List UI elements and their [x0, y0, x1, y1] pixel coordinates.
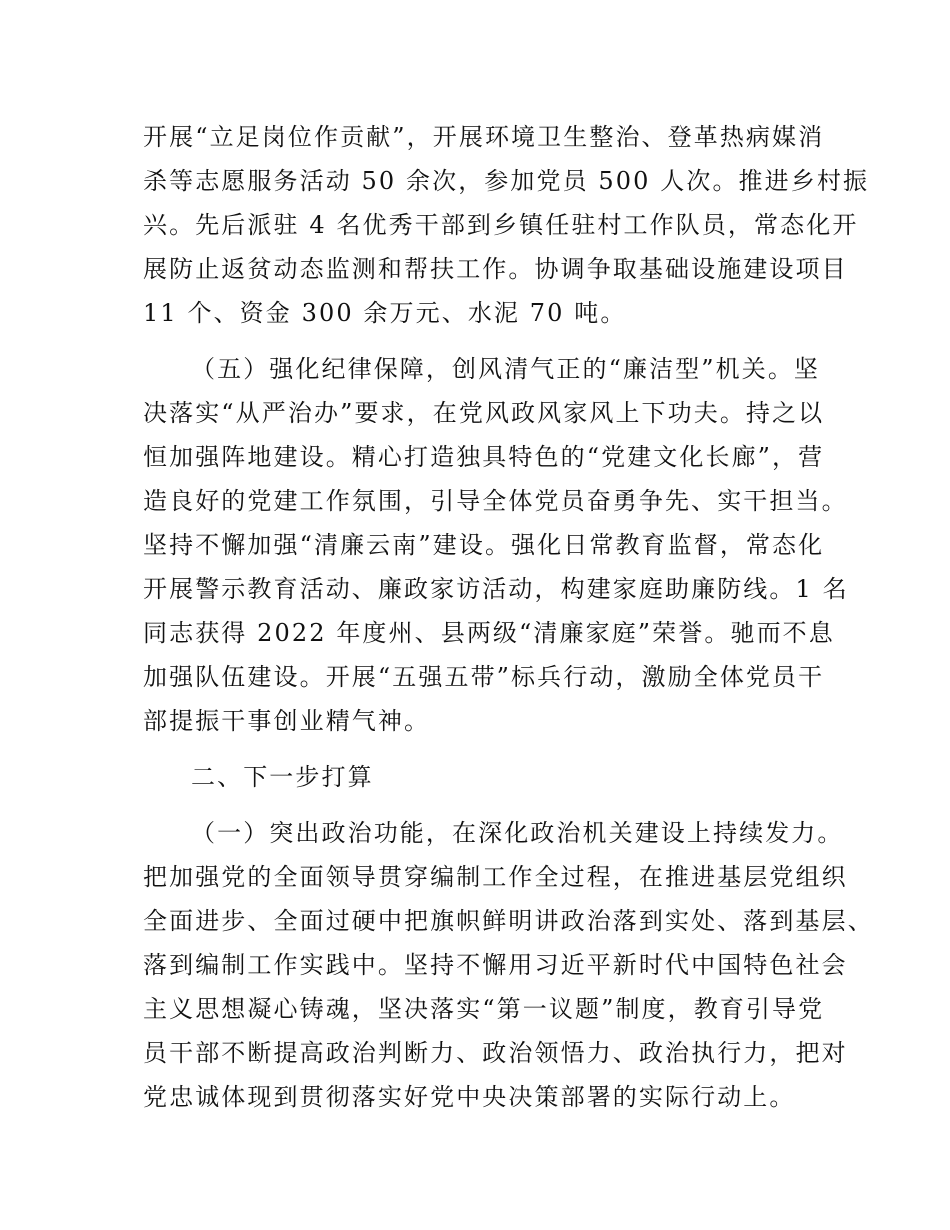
text-line: 开展警示教育活动、廉政家访活动，构建家庭助廉防线。1 名 — [143, 575, 849, 603]
text-line: 兴。先后派驻 4 名优秀干部到乡镇任驻村工作队员，常态化开 — [143, 211, 859, 239]
text-line: 同志获得 2022 年度州、县两级“清廉家庭”荣誉。驰而不息 — [143, 619, 835, 647]
text-line: 杀等志愿服务活动 50 余次，参加党员 500 人次。推进乡村振 — [143, 167, 870, 195]
text-line: 把加强党的全面领导贯穿编制工作全过程，在推进基层党组织 — [143, 863, 848, 891]
paragraph-gap — [143, 335, 843, 347]
text-line: 党忠诚体现到贯彻落实好党中央决策部署的实际行动上。 — [143, 1083, 796, 1111]
text-line: 恒加强阵地建设。精心打造独具特色的“党建文化长廊”，营 — [143, 443, 825, 471]
paragraph-gap — [143, 799, 843, 811]
text-line: 落到编制工作实践中。坚持不懈用习近平新时代中国特色社会 — [143, 951, 848, 979]
document-body — [143, 115, 874, 1119]
text-line: 主义思想凝心铸魂，坚决落实“第一议题”制度，教育引导党 — [143, 995, 825, 1023]
text-line: 决落实“从严治办”要求，在党风政风家风上下功夫。持之以 — [143, 399, 825, 427]
text-line: （一）突出政治功能，在深化政治机关建设上持续发力。 — [191, 819, 844, 847]
text-line: 员干部不断提高政治判断力、政治领悟力、政治执行力，把对 — [143, 1039, 848, 1067]
paragraph-gap — [143, 743, 843, 755]
paragraph-volunteer-services — [143, 115, 870, 335]
section-heading: 二、下一步打算 — [191, 763, 374, 791]
text-line: 11 个、资金 300 余万元、水泥 70 吨。 — [143, 299, 627, 327]
paragraph-discipline-guarantee — [143, 347, 849, 743]
text-line: 坚持不懈加强“清廉云南”建设。强化日常教育监督，常态化 — [143, 531, 825, 559]
text-line: 全面进步、全面过硬中把旗帜鲜明讲政治落到实处、落到基层、 — [143, 907, 874, 935]
text-line: 开展“立足岗位作贡献”，开展环境卫生整治、登革热病媒消 — [143, 123, 825, 151]
text-line: （五）强化纪律保障，创风清气正的“廉洁型”机关。坚 — [191, 355, 821, 383]
text-line: 加强队伍建设。开展“五强五带”标兵行动，激励全体党员干 — [143, 663, 825, 691]
text-line: 造良好的党建工作氛围，引导全体党员奋勇争先、实干担当。 — [143, 487, 848, 515]
text-line: 展防止返贫动态监测和帮扶工作。协调争取基础设施建设项目 — [143, 255, 848, 283]
paragraph-political-function — [143, 811, 874, 1119]
text-line: 部提振干事创业精气神。 — [143, 707, 431, 735]
